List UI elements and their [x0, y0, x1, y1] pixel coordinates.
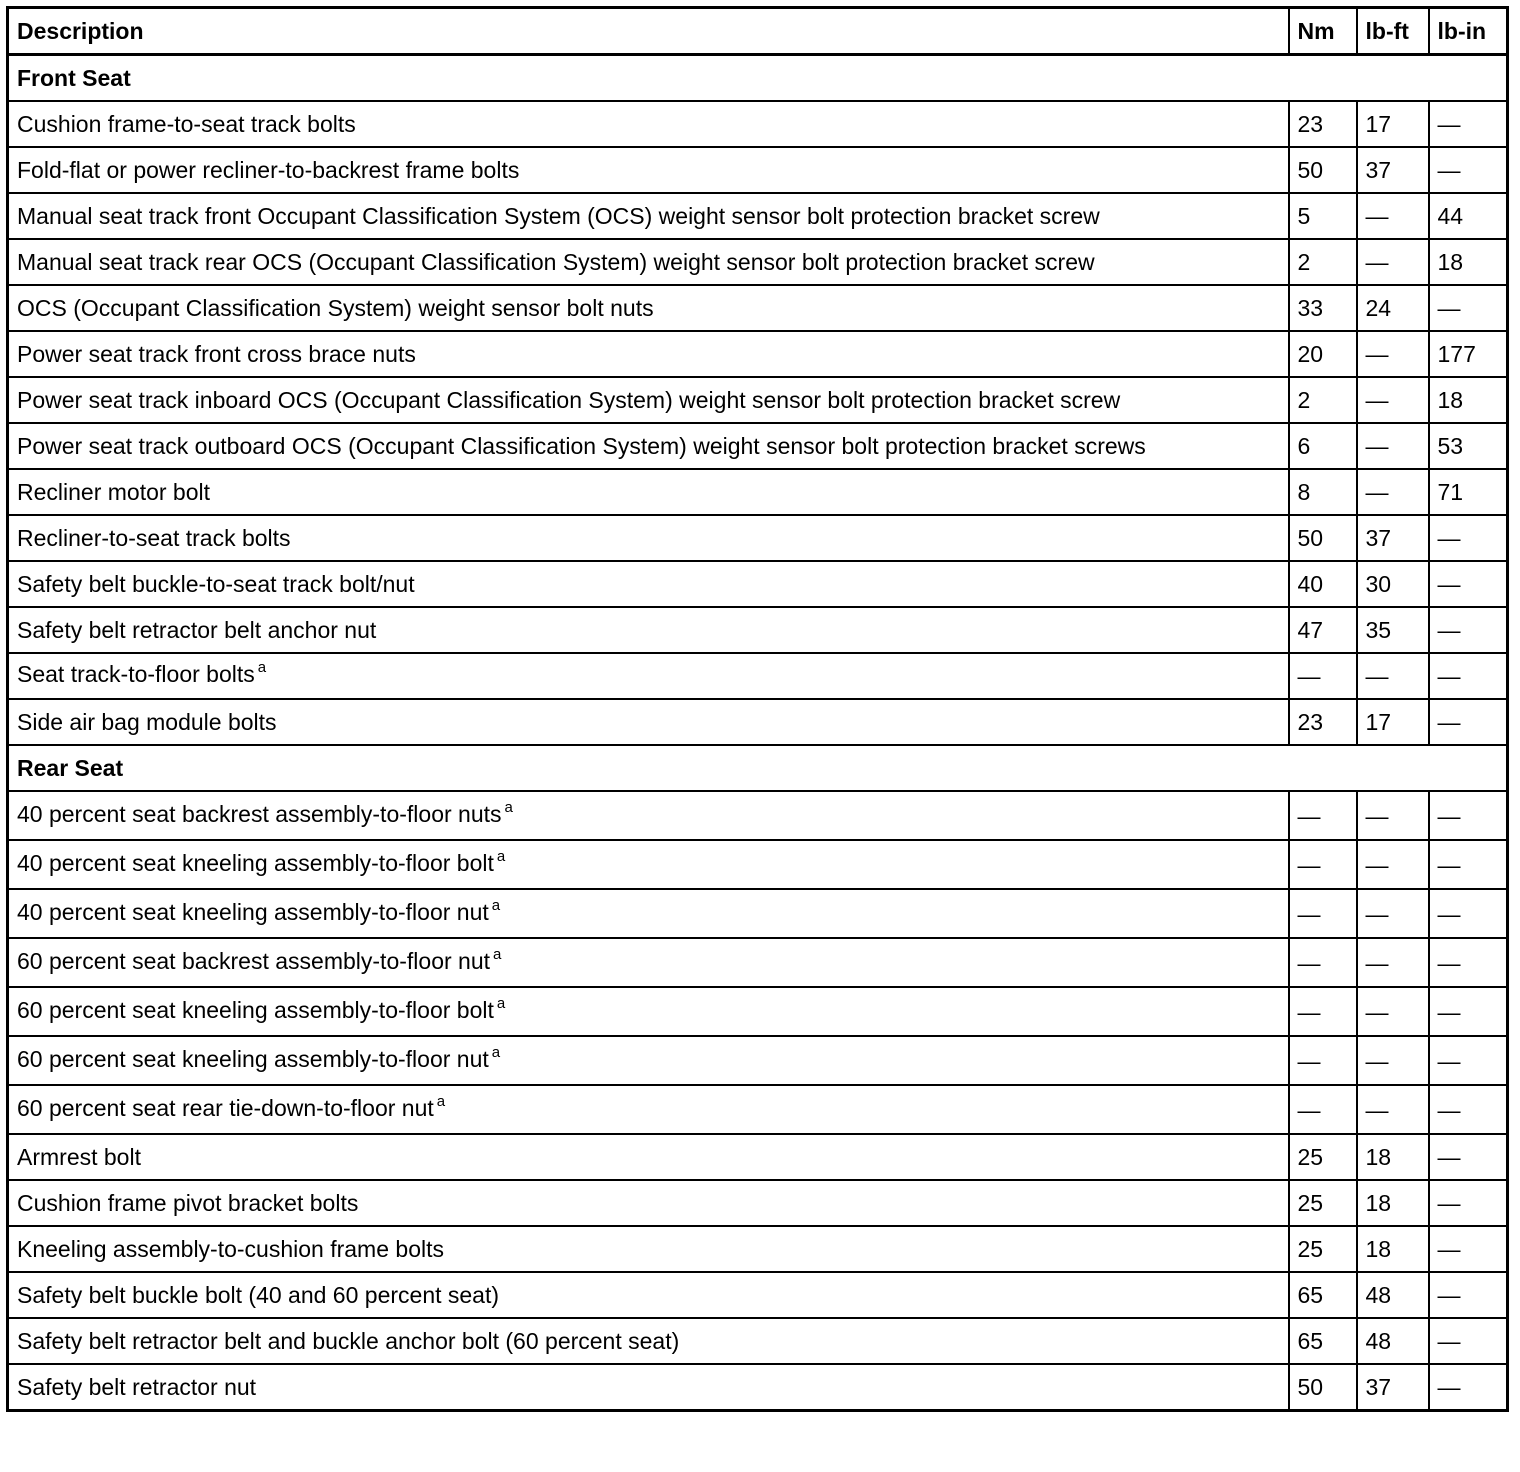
lbin-cell: 177 — [1429, 331, 1508, 377]
lbin-cell: — — [1429, 1364, 1508, 1411]
description-cell — [8, 561, 1289, 607]
nm-cell: — — [1289, 653, 1357, 699]
description-cell — [8, 1364, 1289, 1411]
description-text: Safety belt retractor belt and buckle anchor bolt (60 percent seat) — [17, 1328, 680, 1354]
nm-cell: 40 — [1289, 561, 1357, 607]
description-cell — [8, 101, 1289, 147]
nm-cell: 50 — [1289, 147, 1357, 193]
table-body — [8, 55, 1508, 1411]
lbft-cell: — — [1357, 791, 1429, 840]
lbin-cell: — — [1429, 1318, 1508, 1364]
lbft-cell: 18 — [1357, 1180, 1429, 1226]
description-cell — [8, 987, 1289, 1036]
nm-cell: 2 — [1289, 239, 1357, 285]
description-text: Recliner motor bolt — [17, 479, 211, 505]
description-text: Safety belt buckle-to-seat track bolt/nut — [17, 571, 415, 597]
lbft-cell: 18 — [1357, 1226, 1429, 1272]
lbin-cell: — — [1429, 285, 1508, 331]
nm-cell: 8 — [1289, 469, 1357, 515]
nm-cell: — — [1289, 889, 1357, 938]
section-row — [8, 55, 1508, 102]
lbft-cell: — — [1357, 423, 1429, 469]
lbin-cell: — — [1429, 938, 1508, 987]
nm-cell: 5 — [1289, 193, 1357, 239]
table-row — [8, 147, 1508, 193]
table-row — [8, 889, 1508, 938]
table-row — [8, 515, 1508, 561]
description-text: Fold-flat or power recliner-to-backrest frame bolts — [17, 157, 520, 183]
lbft-cell: — — [1357, 938, 1429, 987]
description-text: 60 percent seat backrest assembly-to-floor nut — [17, 947, 491, 974]
header-nm: Nm — [1289, 8, 1357, 55]
footnote-marker: a — [491, 896, 501, 914]
table-row — [8, 1085, 1508, 1134]
table-row — [8, 1364, 1508, 1411]
description-text: Seat track-to-floor bolts — [17, 661, 255, 687]
nm-cell: 50 — [1289, 515, 1357, 561]
footnote-marker: a — [496, 994, 506, 1012]
table-row — [8, 561, 1508, 607]
lbin-cell: — — [1429, 1134, 1508, 1180]
lbft-cell: — — [1357, 193, 1429, 239]
nm-cell: 65 — [1289, 1318, 1357, 1364]
nm-cell: — — [1289, 938, 1357, 987]
lbin-cell: — — [1429, 101, 1508, 147]
lbft-cell: 17 — [1357, 101, 1429, 147]
description-cell — [8, 1085, 1289, 1134]
description-cell — [8, 1134, 1289, 1180]
nm-cell: — — [1289, 791, 1357, 840]
description-cell — [8, 1180, 1289, 1226]
lbft-cell: — — [1357, 331, 1429, 377]
description-text: 60 percent seat rear tie-down-to-floor nut — [17, 1094, 434, 1121]
table-row — [8, 987, 1508, 1036]
table-row — [8, 1272, 1508, 1318]
lbft-cell: — — [1357, 840, 1429, 889]
table-row — [8, 791, 1508, 840]
lbft-cell: — — [1357, 889, 1429, 938]
lbin-cell: — — [1429, 1226, 1508, 1272]
table-row — [8, 699, 1508, 745]
torque-spec-table — [6, 6, 1509, 1412]
description-text: Safety belt retractor nut — [17, 1374, 257, 1400]
nm-cell: — — [1289, 987, 1357, 1036]
footnote-marker: a — [493, 945, 502, 963]
description-text: Manual seat track rear OCS (Occupant Classification System) weight sensor bolt protection bracket screw — [17, 249, 1095, 275]
table-row — [8, 653, 1508, 699]
table-row — [8, 193, 1508, 239]
table-row — [8, 1226, 1508, 1272]
lbft-cell: — — [1357, 653, 1429, 699]
table-row — [8, 1036, 1508, 1085]
header-lbft: lb-ft — [1357, 8, 1429, 55]
table-row — [8, 469, 1508, 515]
nm-cell: 25 — [1289, 1180, 1357, 1226]
lbin-cell: — — [1429, 987, 1508, 1036]
footnote-marker: a — [491, 1043, 501, 1061]
lbft-cell: — — [1357, 469, 1429, 515]
description-text: Safety belt buckle bolt (40 and 60 percent seat) — [17, 1282, 500, 1308]
lbin-cell: — — [1429, 561, 1508, 607]
table-row — [8, 840, 1508, 889]
description-cell — [8, 653, 1289, 699]
lbft-cell: — — [1357, 377, 1429, 423]
footnote-marker: a — [257, 659, 267, 676]
description-cell — [8, 377, 1289, 423]
header-lbin: lb-in — [1429, 8, 1508, 55]
table-row — [8, 423, 1508, 469]
lbin-cell: — — [1429, 889, 1508, 938]
description-text: 40 percent seat kneeling assembly-to-floor bolt — [17, 849, 494, 876]
section-title: Rear Seat — [8, 745, 1508, 791]
description-cell — [8, 239, 1289, 285]
lbft-cell: — — [1357, 239, 1429, 285]
description-text: OCS (Occupant Classification System) weight sensor bolt nuts — [17, 295, 654, 321]
description-text: Power seat track outboard OCS (Occupant Classification System) weight sensor bolt protection bracket screws — [17, 433, 1146, 459]
lbft-cell: 37 — [1357, 515, 1429, 561]
table-row — [8, 1318, 1508, 1364]
description-cell — [8, 1036, 1289, 1085]
description-cell — [8, 607, 1289, 653]
description-text: Cushion frame-to-seat track bolts — [17, 111, 356, 137]
description-cell — [8, 889, 1289, 938]
description-text: 60 percent seat kneeling assembly-to-floor bolt — [17, 996, 494, 1023]
description-cell — [8, 1318, 1289, 1364]
description-cell — [8, 193, 1289, 239]
lbft-cell: 24 — [1357, 285, 1429, 331]
description-cell — [8, 147, 1289, 193]
lbft-cell: 37 — [1357, 147, 1429, 193]
table-row — [8, 377, 1508, 423]
description-cell — [8, 699, 1289, 745]
lbin-cell: — — [1429, 1085, 1508, 1134]
description-cell — [8, 938, 1289, 987]
lbft-cell: 17 — [1357, 699, 1429, 745]
table-row — [8, 101, 1508, 147]
footnote-marker: a — [504, 798, 513, 816]
description-cell — [8, 840, 1289, 889]
footnote-marker: a — [496, 847, 506, 865]
lbin-cell: — — [1429, 147, 1508, 193]
description-cell — [8, 285, 1289, 331]
nm-cell: 25 — [1289, 1226, 1357, 1272]
lbin-cell: 44 — [1429, 193, 1508, 239]
description-text: Cushion frame pivot bracket bolts — [17, 1190, 359, 1216]
lbin-cell: 53 — [1429, 423, 1508, 469]
description-cell — [8, 469, 1289, 515]
lbin-cell: — — [1429, 840, 1508, 889]
header-description: Description — [8, 8, 1289, 55]
header-row — [8, 8, 1508, 55]
lbin-cell: — — [1429, 791, 1508, 840]
table-row — [8, 938, 1508, 987]
nm-cell: 47 — [1289, 607, 1357, 653]
description-cell — [8, 515, 1289, 561]
nm-cell: — — [1289, 1085, 1357, 1134]
section-row — [8, 745, 1508, 791]
description-text: Recliner-to-seat track bolts — [17, 525, 291, 551]
table-row — [8, 285, 1508, 331]
table-row — [8, 239, 1508, 285]
lbin-cell: — — [1429, 653, 1508, 699]
nm-cell: 65 — [1289, 1272, 1357, 1318]
lbft-cell: 48 — [1357, 1272, 1429, 1318]
nm-cell: 2 — [1289, 377, 1357, 423]
table-row — [8, 1180, 1508, 1226]
nm-cell: — — [1289, 840, 1357, 889]
nm-cell: — — [1289, 1036, 1357, 1085]
description-text: Side air bag module bolts — [17, 709, 277, 735]
nm-cell: 6 — [1289, 423, 1357, 469]
description-cell — [8, 423, 1289, 469]
description-text: Safety belt retractor belt anchor nut — [17, 617, 377, 643]
table-row — [8, 607, 1508, 653]
section-title: Front Seat — [8, 55, 1508, 102]
lbin-cell: — — [1429, 1272, 1508, 1318]
lbin-cell: 18 — [1429, 239, 1508, 285]
table-row — [8, 1134, 1508, 1180]
description-text: 40 percent seat backrest assembly-to-floor nuts — [17, 800, 502, 827]
lbft-cell: 37 — [1357, 1364, 1429, 1411]
description-text: Power seat track front cross brace nuts — [17, 341, 416, 367]
nm-cell: 50 — [1289, 1364, 1357, 1411]
lbft-cell: 48 — [1357, 1318, 1429, 1364]
table-row — [8, 331, 1508, 377]
lbft-cell: 35 — [1357, 607, 1429, 653]
lbin-cell: — — [1429, 1180, 1508, 1226]
description-cell — [8, 1226, 1289, 1272]
lbft-cell: 30 — [1357, 561, 1429, 607]
footnote-marker: a — [436, 1092, 446, 1110]
nm-cell: 33 — [1289, 285, 1357, 331]
lbft-cell: 18 — [1357, 1134, 1429, 1180]
lbft-cell: — — [1357, 1085, 1429, 1134]
nm-cell: 25 — [1289, 1134, 1357, 1180]
lbft-cell: — — [1357, 987, 1429, 1036]
lbin-cell: 18 — [1429, 377, 1508, 423]
lbin-cell: 71 — [1429, 469, 1508, 515]
description-text: Kneeling assembly-to-cushion frame bolts — [17, 1236, 444, 1262]
lbin-cell: — — [1429, 607, 1508, 653]
description-cell — [8, 1272, 1289, 1318]
lbft-cell: — — [1357, 1036, 1429, 1085]
description-text: Power seat track inboard OCS (Occupant Classification System) weight sensor bolt protection bracket screw — [17, 387, 1121, 413]
nm-cell: 23 — [1289, 699, 1357, 745]
description-text: Armrest bolt — [17, 1144, 141, 1170]
nm-cell: 20 — [1289, 331, 1357, 377]
lbin-cell: — — [1429, 1036, 1508, 1085]
description-text: 40 percent seat kneeling assembly-to-floor nut — [17, 898, 489, 925]
description-cell — [8, 331, 1289, 377]
lbin-cell: — — [1429, 515, 1508, 561]
description-text: Manual seat track front Occupant Classification System (OCS) weight sensor bolt protection bracket screw — [17, 203, 1100, 229]
description-text: 60 percent seat kneeling assembly-to-floor nut — [17, 1045, 489, 1072]
description-cell — [8, 791, 1289, 840]
nm-cell: 23 — [1289, 101, 1357, 147]
lbin-cell: — — [1429, 699, 1508, 745]
